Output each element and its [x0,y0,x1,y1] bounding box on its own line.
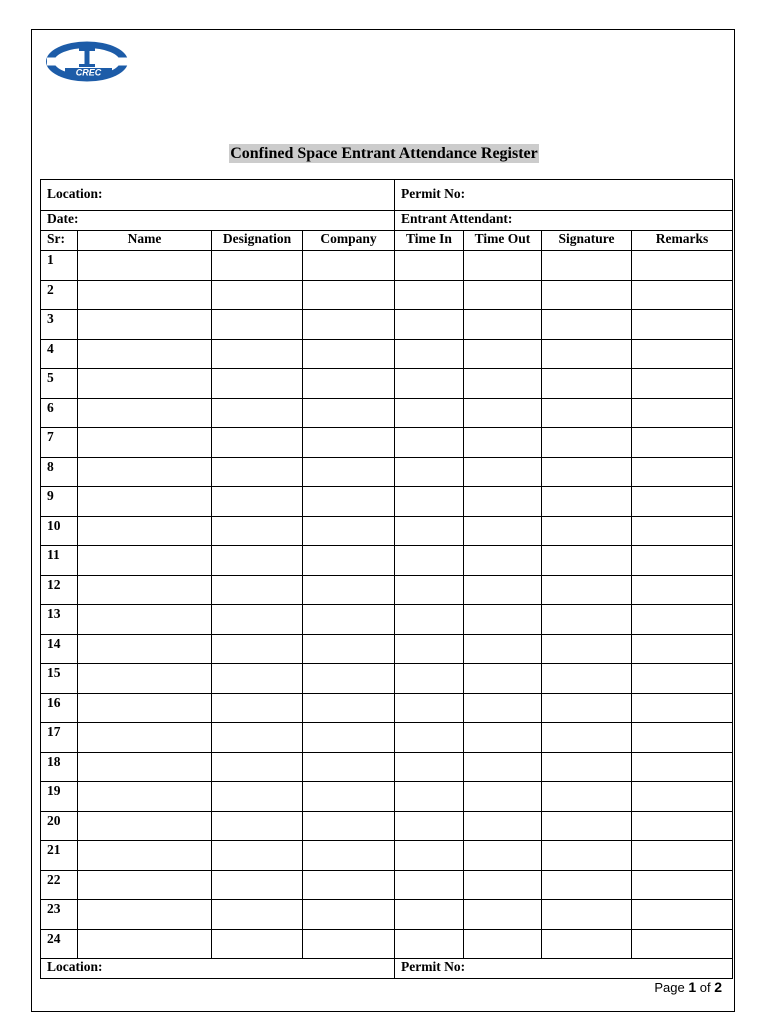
row-number: 7 [41,428,78,458]
date-label: Date: [47,211,79,226]
name-cell[interactable] [78,546,212,576]
time-in-cell[interactable] [395,900,464,930]
time-out-cell[interactable] [464,398,542,428]
table-row [41,900,733,930]
col-header-sr: Sr: [41,231,78,251]
name-cell[interactable] [78,841,212,871]
table-row [41,516,733,546]
signature-cell[interactable] [542,428,632,458]
col-header-time-in: Time In [395,231,464,251]
table-row [41,811,733,841]
signature-cell[interactable] [542,605,632,635]
row-number: 20 [41,811,78,841]
table-row [41,841,733,871]
signature-cell[interactable] [542,310,632,340]
name-cell[interactable] [78,634,212,664]
time-out-cell[interactable] [464,280,542,310]
company-cell[interactable] [303,280,395,310]
row-number: 14 [41,634,78,664]
time-out-cell[interactable] [464,428,542,458]
time-out-cell[interactable] [464,900,542,930]
company-cell[interactable] [303,339,395,369]
time-out-cell[interactable] [464,723,542,753]
current-page: 1 [688,979,697,995]
table-row [41,664,733,694]
row-number: 22 [41,870,78,900]
time-in-cell[interactable] [395,929,464,959]
col-header-name: Name [78,231,212,251]
company-cell[interactable] [303,723,395,753]
signature-cell[interactable] [542,723,632,753]
table-row [41,457,733,487]
designation-cell[interactable] [212,900,303,930]
signature-cell[interactable] [542,900,632,930]
name-cell[interactable] [78,605,212,635]
permit-no-field[interactable] [395,180,733,211]
table-row [41,369,733,399]
signature-cell[interactable] [542,870,632,900]
time-out-cell[interactable] [464,487,542,517]
row-number: 3 [41,310,78,340]
name-cell[interactable] [78,339,212,369]
of-word: of [699,980,711,995]
company-cell[interactable] [303,516,395,546]
location-field[interactable] [41,180,395,211]
company-cell[interactable] [303,900,395,930]
signature-cell[interactable] [542,782,632,812]
remarks-cell[interactable] [632,634,733,664]
designation-cell[interactable] [212,457,303,487]
signature-cell[interactable] [542,487,632,517]
company-cell[interactable] [303,605,395,635]
col-header-signature: Signature [542,231,632,251]
designation-cell[interactable] [212,664,303,694]
remarks-cell[interactable] [632,369,733,399]
time-in-cell[interactable] [395,457,464,487]
row-number: 15 [41,664,78,694]
company-cell[interactable] [303,664,395,694]
company-cell[interactable] [303,369,395,399]
remarks-cell[interactable] [632,811,733,841]
table-row [41,251,733,281]
name-cell[interactable] [78,251,212,281]
remarks-cell[interactable] [632,841,733,871]
document-title [0,145,768,163]
time-out-cell[interactable] [464,546,542,576]
time-in-cell[interactable] [395,398,464,428]
designation-cell[interactable] [212,693,303,723]
table-row [41,398,733,428]
remarks-cell[interactable] [632,398,733,428]
name-cell[interactable] [78,752,212,782]
signature-cell[interactable] [542,752,632,782]
name-cell[interactable] [78,398,212,428]
footer-permit-no-label: Permit No: [401,959,466,974]
table-row [41,339,733,369]
footer-location-field[interactable] [41,959,395,979]
time-in-cell[interactable] [395,516,464,546]
remarks-cell[interactable] [632,605,733,635]
remarks-cell[interactable] [632,693,733,723]
time-out-cell[interactable] [464,752,542,782]
signature-cell[interactable] [542,398,632,428]
time-out-cell[interactable] [464,782,542,812]
col-header-designation: Designation [212,231,303,251]
time-in-cell[interactable] [395,782,464,812]
time-in-cell[interactable] [395,811,464,841]
table-row [41,575,733,605]
name-cell[interactable] [78,428,212,458]
row-number: 6 [41,398,78,428]
table-row [41,605,733,635]
remarks-cell[interactable] [632,516,733,546]
time-out-cell[interactable] [464,929,542,959]
designation-cell[interactable] [212,811,303,841]
total-pages: 2 [714,979,722,995]
time-in-cell[interactable] [395,487,464,517]
name-cell[interactable] [78,811,212,841]
signature-cell[interactable] [542,929,632,959]
time-out-cell[interactable] [464,251,542,281]
row-number: 9 [41,487,78,517]
remarks-cell[interactable] [632,870,733,900]
designation-cell[interactable] [212,398,303,428]
row-number: 11 [41,546,78,576]
col-header-remarks: Remarks [632,231,733,251]
remarks-cell[interactable] [632,457,733,487]
time-out-cell[interactable] [464,811,542,841]
company-cell[interactable] [303,811,395,841]
time-in-cell[interactable] [395,339,464,369]
remarks-cell[interactable] [632,546,733,576]
name-cell[interactable] [78,900,212,930]
signature-cell[interactable] [542,516,632,546]
column-header-row [41,231,733,251]
time-out-cell[interactable] [464,339,542,369]
entrant-attendant-label: Entrant Attendant: [401,211,513,226]
row-number: 24 [41,929,78,959]
name-cell[interactable] [78,310,212,340]
location-label: Location: [47,186,103,201]
name-cell[interactable] [78,664,212,694]
remarks-cell[interactable] [632,251,733,281]
signature-cell[interactable] [542,369,632,399]
signature-cell[interactable] [542,575,632,605]
signature-cell[interactable] [542,664,632,694]
table-row [41,546,733,576]
document-title-text: Confined Space Entrant Attendance Register [230,145,538,162]
name-cell[interactable] [78,516,212,546]
page-number [654,979,722,995]
signature-cell[interactable] [542,457,632,487]
time-in-cell[interactable] [395,723,464,753]
time-in-cell[interactable] [395,310,464,340]
time-in-cell[interactable] [395,251,464,281]
signature-cell[interactable] [542,251,632,281]
designation-cell[interactable] [212,575,303,605]
signature-cell[interactable] [542,634,632,664]
name-cell[interactable] [78,782,212,812]
signature-cell[interactable] [542,339,632,369]
table-row [41,870,733,900]
signature-cell[interactable] [542,841,632,871]
table-row [41,280,733,310]
row-number: 19 [41,782,78,812]
remarks-cell[interactable] [632,339,733,369]
company-cell[interactable] [303,929,395,959]
footer-permit-no-field[interactable] [395,959,733,979]
remarks-cell[interactable] [632,575,733,605]
company-cell[interactable] [303,841,395,871]
time-out-cell[interactable] [464,870,542,900]
table-row [41,752,733,782]
table-row [41,782,733,812]
time-out-cell[interactable] [464,457,542,487]
row-number: 12 [41,575,78,605]
time-in-cell[interactable] [395,369,464,399]
time-in-cell[interactable] [395,605,464,635]
name-cell[interactable] [78,369,212,399]
time-in-cell[interactable] [395,693,464,723]
designation-cell[interactable] [212,280,303,310]
row-number: 18 [41,752,78,782]
time-in-cell[interactable] [395,841,464,871]
time-out-cell[interactable] [464,634,542,664]
svg-text:CREC: CREC [75,67,102,78]
time-out-cell[interactable] [464,575,542,605]
time-out-cell[interactable] [464,841,542,871]
company-cell[interactable] [303,752,395,782]
time-out-cell[interactable] [464,605,542,635]
permit-no-label: Permit No: [401,186,466,201]
time-out-cell[interactable] [464,664,542,694]
time-in-cell[interactable] [395,870,464,900]
designation-cell[interactable] [212,487,303,517]
table-row [41,487,733,517]
col-header-company: Company [303,231,395,251]
name-cell[interactable] [78,487,212,517]
company-cell[interactable] [303,546,395,576]
name-cell[interactable] [78,723,212,753]
table-row [41,428,733,458]
designation-cell[interactable] [212,723,303,753]
table-row [41,634,733,664]
footer-location-label: Location: [47,959,103,974]
designation-cell[interactable] [212,546,303,576]
row-number: 16 [41,693,78,723]
company-cell[interactable] [303,693,395,723]
time-in-cell[interactable] [395,752,464,782]
remarks-cell[interactable] [632,900,733,930]
remarks-cell[interactable] [632,723,733,753]
name-cell[interactable] [78,929,212,959]
time-out-cell[interactable] [464,693,542,723]
company-cell[interactable] [303,457,395,487]
company-cell[interactable] [303,251,395,281]
date-field[interactable] [41,211,395,231]
page-word: Page [654,980,685,995]
designation-cell[interactable] [212,428,303,458]
row-number: 8 [41,457,78,487]
remarks-cell[interactable] [632,487,733,517]
remarks-cell[interactable] [632,782,733,812]
designation-cell[interactable] [212,929,303,959]
remarks-cell[interactable] [632,752,733,782]
designation-cell[interactable] [212,251,303,281]
name-cell[interactable] [78,280,212,310]
remarks-cell[interactable] [632,428,733,458]
designation-cell[interactable] [212,516,303,546]
designation-cell[interactable] [212,605,303,635]
col-header-time-out: Time Out [464,231,542,251]
entrant-attendant-field[interactable] [395,211,733,231]
row-number: 21 [41,841,78,871]
designation-cell[interactable] [212,870,303,900]
row-number: 23 [41,900,78,930]
table-row [41,693,733,723]
time-out-cell[interactable] [464,516,542,546]
time-out-cell[interactable] [464,310,542,340]
remarks-cell[interactable] [632,664,733,694]
remarks-cell[interactable] [632,310,733,340]
table-row [41,723,733,753]
company-cell[interactable] [303,310,395,340]
signature-cell[interactable] [542,280,632,310]
name-cell[interactable] [78,870,212,900]
time-out-cell[interactable] [464,369,542,399]
time-in-cell[interactable] [395,664,464,694]
row-number: 4 [41,339,78,369]
time-in-cell[interactable] [395,428,464,458]
remarks-cell[interactable] [632,929,733,959]
table-row [41,310,733,340]
designation-cell[interactable] [212,752,303,782]
remarks-cell[interactable] [632,280,733,310]
company-cell[interactable] [303,870,395,900]
row-number: 5 [41,369,78,399]
company-cell[interactable] [303,575,395,605]
signature-cell[interactable] [542,546,632,576]
company-cell[interactable] [303,487,395,517]
signature-cell[interactable] [542,811,632,841]
crec-logo [45,40,130,83]
designation-cell[interactable] [212,782,303,812]
designation-cell[interactable] [212,634,303,664]
table-row [41,929,733,959]
signature-cell[interactable] [542,693,632,723]
row-number: 10 [41,516,78,546]
company-cell[interactable] [303,634,395,664]
name-cell[interactable] [78,457,212,487]
row-number: 17 [41,723,78,753]
name-cell[interactable] [78,575,212,605]
row-number: 1 [41,251,78,281]
time-in-cell[interactable] [395,546,464,576]
designation-cell[interactable] [212,339,303,369]
time-in-cell[interactable] [395,280,464,310]
time-in-cell[interactable] [395,634,464,664]
attendance-register-table [40,179,733,979]
designation-cell[interactable] [212,841,303,871]
row-number: 13 [41,605,78,635]
company-cell[interactable] [303,782,395,812]
row-number: 2 [41,280,78,310]
company-cell[interactable] [303,428,395,458]
designation-cell[interactable] [212,310,303,340]
company-cell[interactable] [303,398,395,428]
time-in-cell[interactable] [395,575,464,605]
name-cell[interactable] [78,693,212,723]
designation-cell[interactable] [212,369,303,399]
